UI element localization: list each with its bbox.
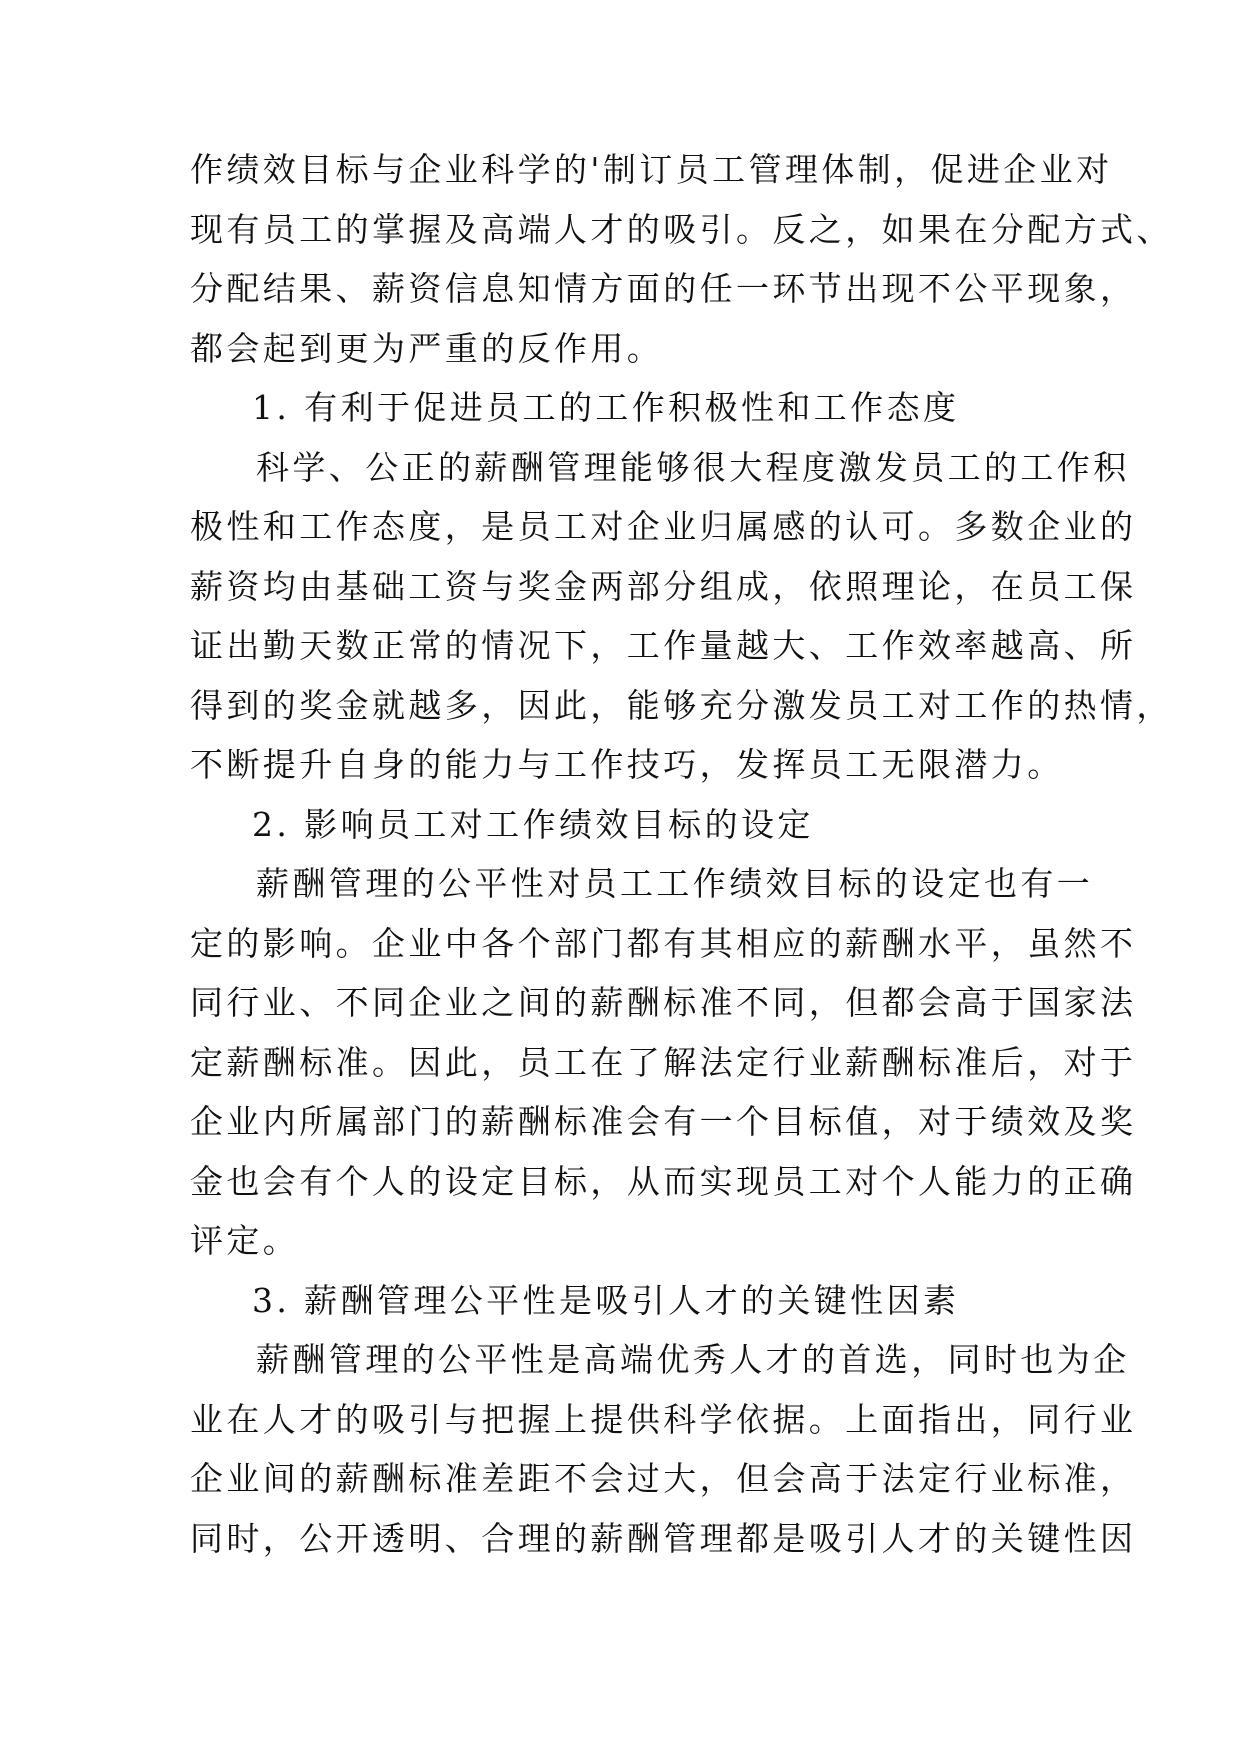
paragraph-line: 定的影响。企业中各个部门都有其相应的薪酬水平，虽然不: [190, 923, 1137, 963]
paragraph-line: 同时，公开透明、合理的薪酬管理都是吸引人才的关键性因: [190, 1518, 1137, 1558]
paragraph-line: 业在人才的吸引与把握上提供科学依据。上面指出，同行业: [190, 1399, 1137, 1439]
paragraph-line: 分配结果、薪资信息知情方面的任一环节出现不公平现象，: [190, 269, 1137, 308]
section-heading-1: 1. 有利于促进员工的工作积极性和工作态度: [252, 388, 960, 427]
paragraph-line: 企业间的薪酬标准差距不会过大，但会高于法定行业标准，: [190, 1459, 1137, 1498]
section-heading-2: 2. 影响员工对工作绩效目标的设定: [252, 804, 814, 844]
paragraph-line: 不断提升自身的能力与工作技巧，发挥员工无限潜力。: [190, 745, 1064, 784]
paragraph-line: 薪资均由基础工资与奖金两部分组成，依照理论，在员工保: [190, 566, 1137, 606]
paragraph-line: 金也会有个人的设定目标，从而实现员工对个人能力的正确: [190, 1161, 1137, 1201]
paragraph-line: 证出勤天数正常的情况下，工作量越大、工作效率越高、所: [190, 626, 1137, 665]
paragraph-line: 科学、公正的薪酬管理能够很大程度激发员工的工作积: [256, 447, 1130, 487]
paragraph-line: 作绩效目标与企业科学的'制订员工管理体制，促进企业对: [190, 150, 1113, 189]
paragraph-line: 极性和工作态度，是员工对企业归属感的认可。多数企业的: [190, 507, 1137, 546]
paragraph-line: 同行业、不同企业之间的薪酬标准不同，但都会高于国家法: [190, 983, 1137, 1022]
paragraph-line: 薪酬管理的公平性对员工工作绩效目标的设定也有一: [256, 864, 1094, 903]
paragraph-line: 得到的奖金就越多，因此，能够充分激发员工对工作的热情，: [190, 685, 1173, 725]
paragraph-line: 都会起到更为严重的反作用。: [190, 328, 664, 368]
document-body: [190, 140, 1173, 1568]
paragraph-line: 薪酬管理的公平性是高端优秀人才的首选，同时也为企: [256, 1340, 1130, 1379]
paragraph-line: 现有员工的掌握及高端人才的吸引。反之，如果在分配方式、: [190, 209, 1173, 249]
paragraph-line: 定薪酬标准。因此，员工在了解法定行业薪酬标准后，对于: [190, 1042, 1137, 1082]
paragraph-line: 企业内所属部门的薪酬标准会有一个目标值，对于绩效及奖: [190, 1102, 1137, 1141]
section-heading-3: 3. 薪酬管理公平性是吸引人才的关键性因素: [252, 1280, 960, 1320]
paragraph-line: 评定。: [190, 1221, 300, 1260]
